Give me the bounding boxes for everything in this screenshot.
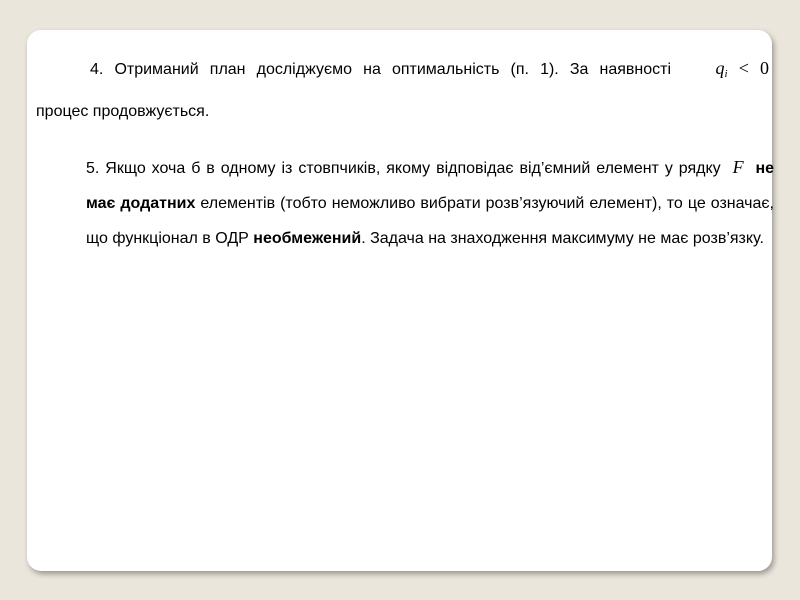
paragraph-5-body <box>32 150 774 256</box>
paragraph-5-text-2: елементів (тобто неможливо вибрати розв’язуючий елемент), то це означає, що функціонал в ОДР <box>86 195 775 247</box>
math-q-i-less-than-zero <box>715 58 769 78</box>
bold-unbounded: необмежений <box>253 230 362 247</box>
math-relation: < 0 <box>727 58 770 78</box>
paragraph-4-line-2: процес продовжується. <box>36 103 210 120</box>
math-variable-F: F <box>732 157 744 177</box>
paragraph-5-text-3: . Задача на знаходження максимуму не має розв’язку. <box>361 230 764 247</box>
paragraph-5-text-1: 5. Якщо хоча б в одному із стовпчиків, якому відповідає від’ємний елемент у рядку <box>86 160 727 177</box>
bold-no-positive: не має додатних <box>86 160 775 212</box>
paragraph-4-text: 4. Отриманий план досліджуємо на оптимальність (п. 1). За наявності <box>90 61 672 78</box>
paragraph-4-line-1 <box>32 50 769 93</box>
math-subscript-i: i <box>724 68 728 80</box>
paragraph-5 <box>32 150 774 256</box>
paragraph-4 <box>32 50 769 130</box>
math-variable-q: q <box>715 58 725 78</box>
